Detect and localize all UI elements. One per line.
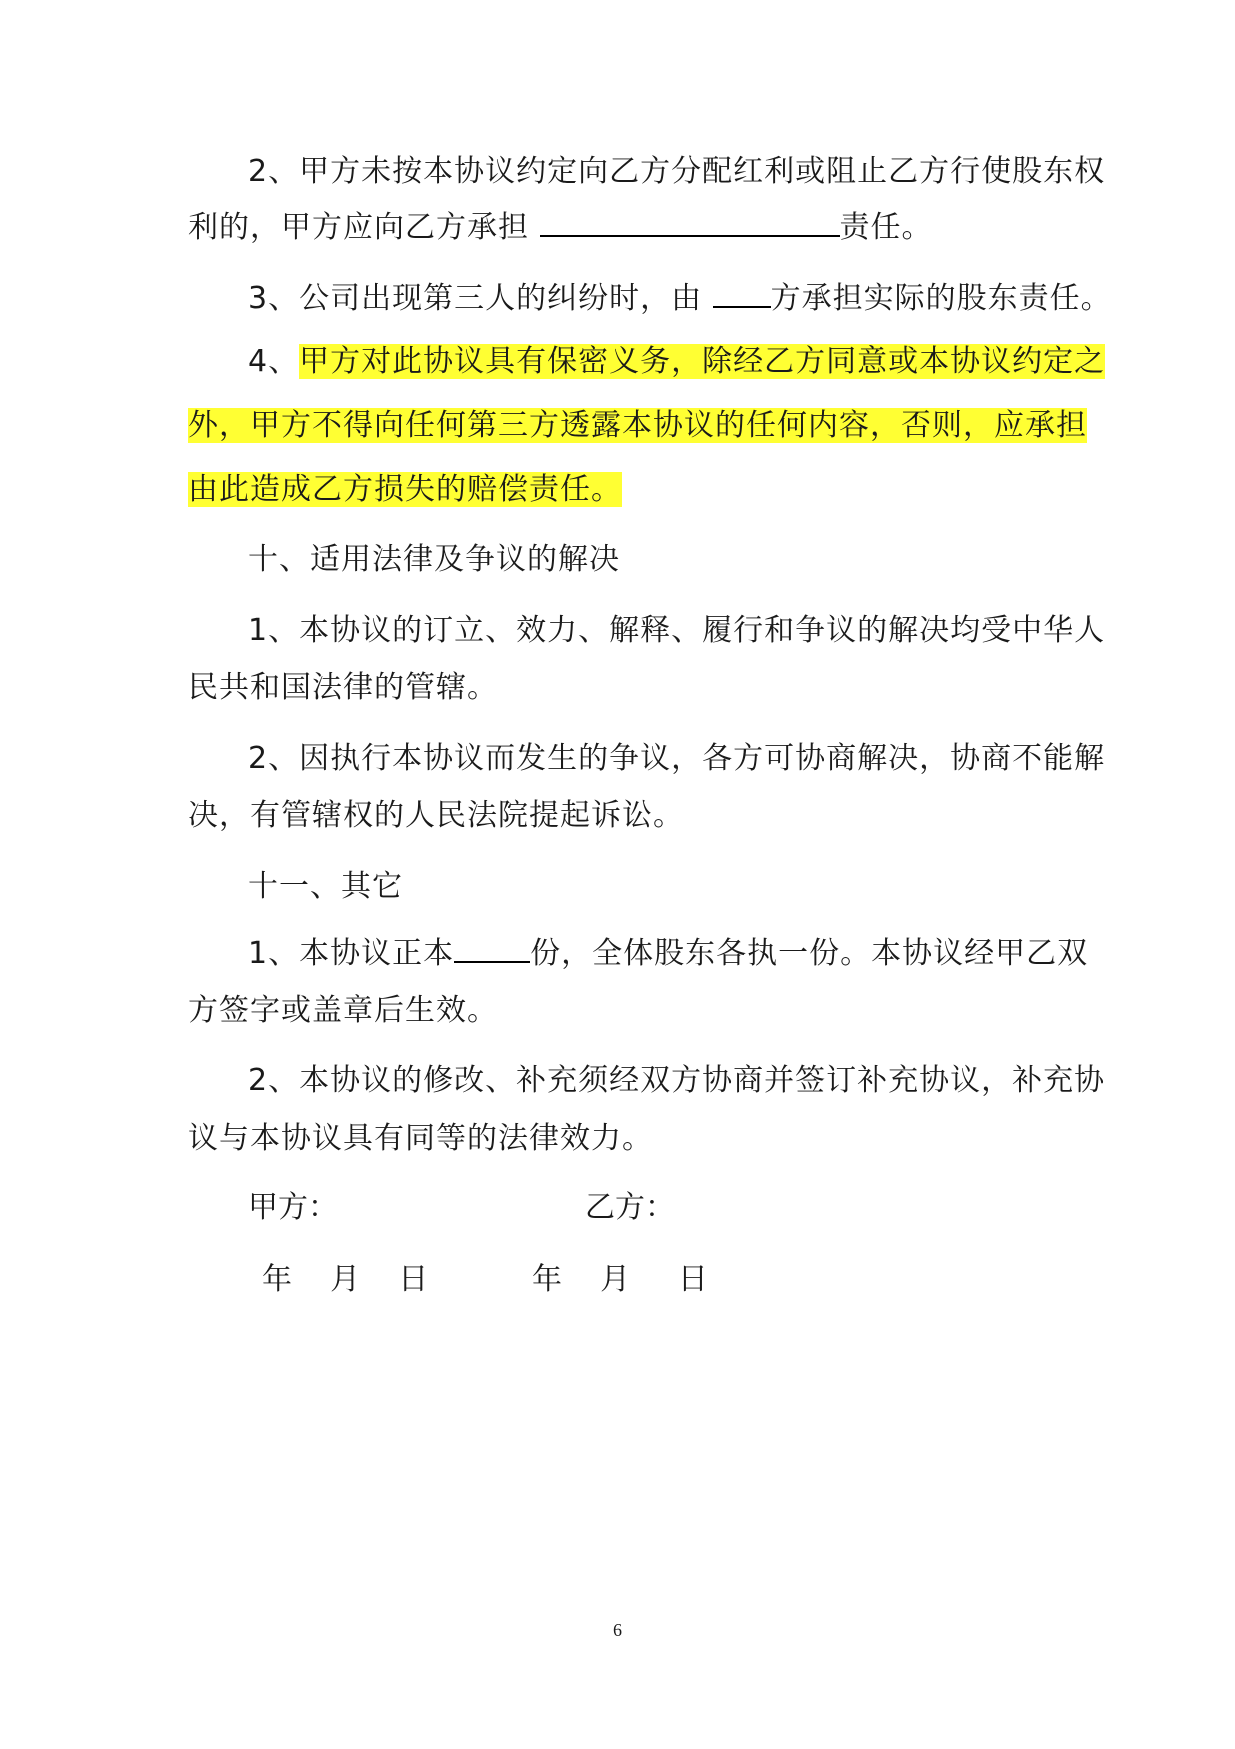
clause-10-2-line2: 决，有管辖权的人民法院提起诉讼。: [188, 798, 684, 833]
highlighted-text: 甲方对此协议具有保密义务，除经乙方同意或本协议约定之: [299, 344, 1106, 379]
clause-11-1-line2: 方签字或盖章后生效。: [188, 993, 498, 1028]
clause-9-2-line2: 利的，甲方应向乙方承担 责任。: [188, 205, 1068, 250]
clause-9-4-line3: [188, 468, 1068, 512]
fill-in-blank-liability[interactable]: [540, 205, 840, 237]
section-10-heading: 十、适用法律及争议的解决: [248, 542, 620, 577]
party-a-signature-label: 甲方：: [248, 1190, 338, 1225]
fill-in-blank-party[interactable]: [713, 276, 771, 308]
clause-11-1-line1: 1、本协议正本 份，全体股东各执一份。本协议经甲乙双: [248, 931, 1128, 976]
party-b-signature-label: 乙方：: [585, 1190, 675, 1225]
clause-9-3: 3、公司出现第三人的纠纷时，由 方承担实际的股东责任。: [248, 276, 1128, 321]
highlighted-text: 由此造成乙方损失的赔偿责任。: [188, 472, 622, 507]
section-11-heading: 十一、其它: [248, 869, 403, 904]
party-b-date: 年 月 日: [532, 1262, 708, 1297]
party-a-date: 年 月 日: [262, 1262, 429, 1297]
clause-10-1-line2: 民共和国法律的管辖。: [188, 670, 498, 705]
clause-11-2-line2: 议与本协议具有同等的法律效力。: [188, 1121, 653, 1156]
page-number: 6: [613, 1620, 622, 1640]
clause-10-1-line1: 1、本协议的订立、效力、解释、履行和争议的解决均受中华人: [248, 613, 1106, 648]
highlighted-text: 外，甲方不得向任何第三方透露本协议的任何内容，否则，应承担: [188, 408, 1087, 443]
clause-10-2-line1: 2、因执行本协议而发生的争议，各方可协商解决，协商不能解: [248, 741, 1106, 776]
fill-in-blank-copies[interactable]: [454, 931, 530, 963]
clause-9-2-line1: 2、甲方未按本协议约定向乙方分配红利或阻止乙方行使股东权: [248, 154, 1106, 189]
clause-9-4-line2: [188, 404, 1087, 448]
clause-11-2-line1: 2、本协议的修改、补充须经双方协商并签订补充协议，补充协: [248, 1063, 1106, 1098]
clause-9-4-line1: 4、甲方对此协议具有保密义务，除经乙方同意或本协议约定之: [248, 344, 1106, 379]
